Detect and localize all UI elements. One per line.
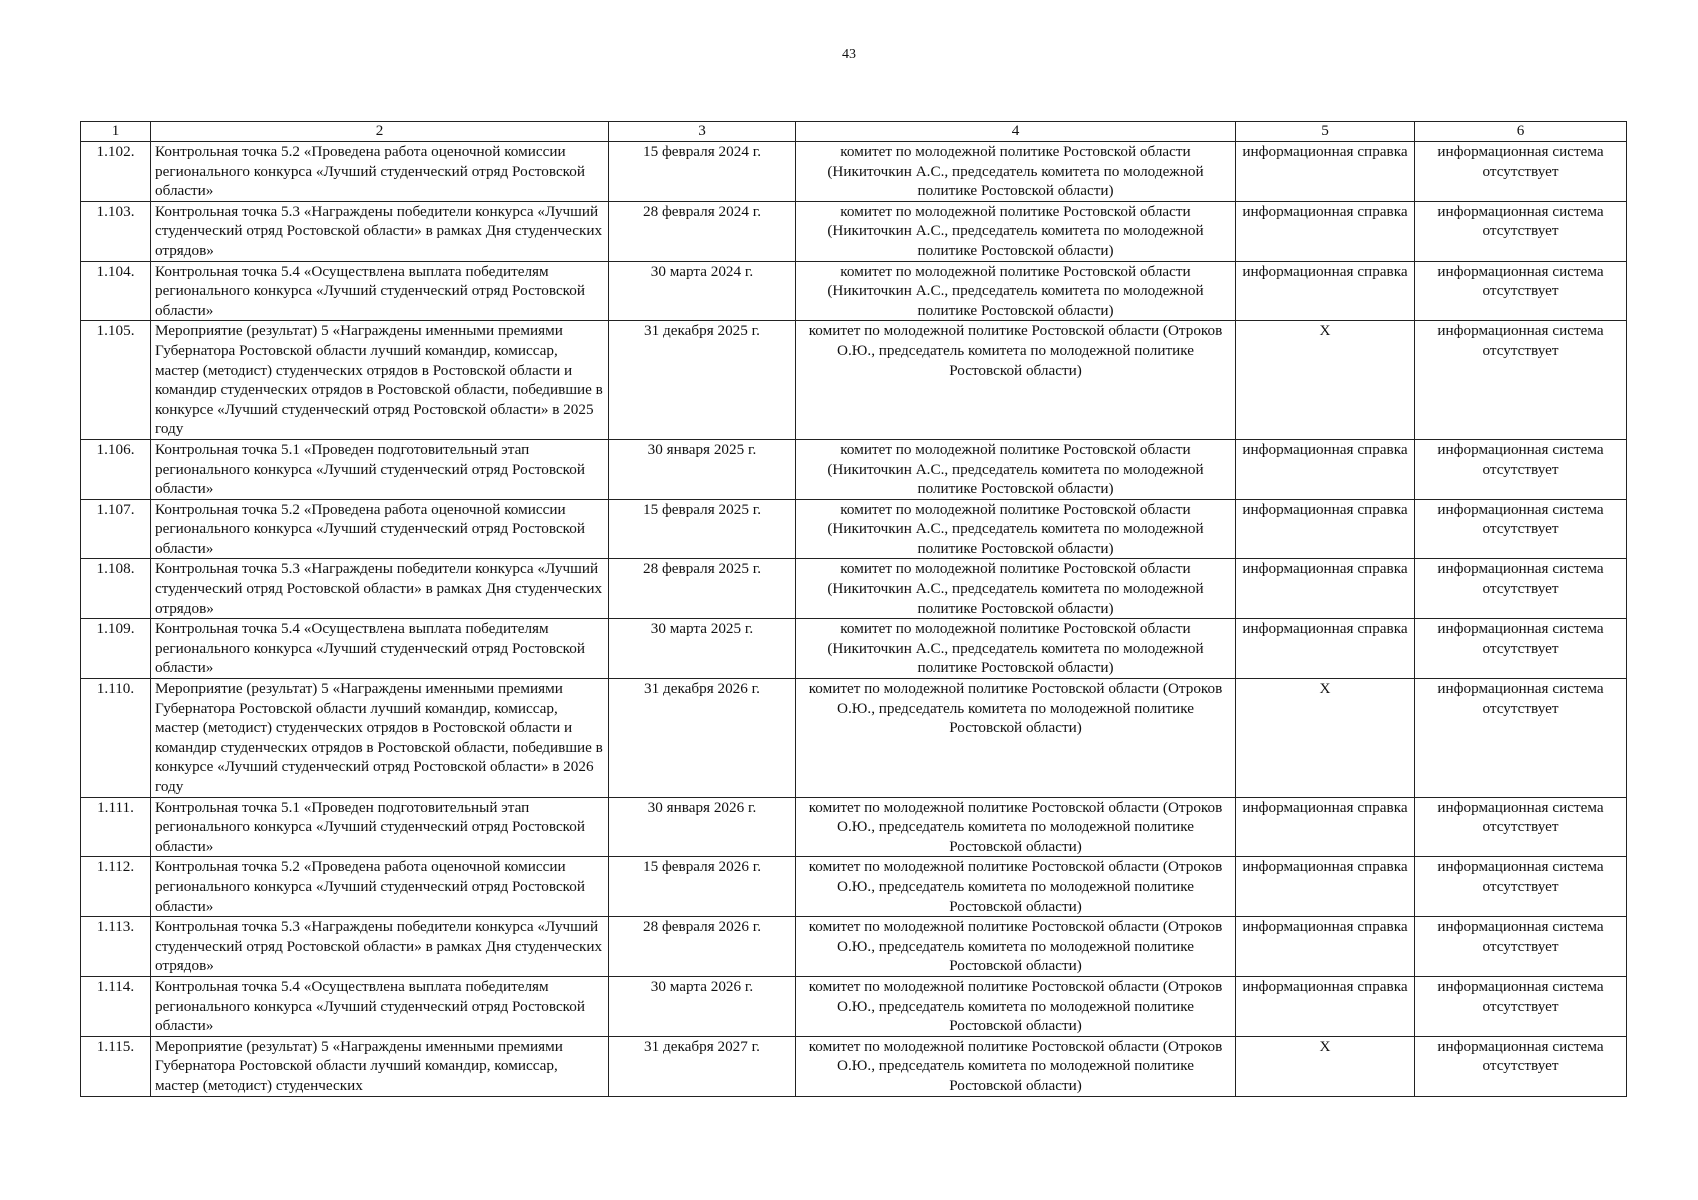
row-number-cell: 1.111. — [81, 797, 151, 857]
confirming-document-cell: информационная справка — [1236, 499, 1415, 559]
event-name-cell: Контрольная точка 5.3 «Награждены победители конкурса «Лучший студенческий отряд Ростовской области» в рамках Дня студенческих отрядов» — [151, 201, 609, 261]
row-number-cell: 1.103. — [81, 201, 151, 261]
information-system-cell: информационная система отсутствует — [1415, 142, 1627, 202]
table-row — [81, 321, 1627, 440]
due-date-cell: 30 марта 2026 г. — [609, 976, 796, 1036]
responsible-executor-cell: комитет по молодежной политике Ростовской области (Отроков О.Ю., председатель комитета по молодежной политике Ростовской области) — [796, 857, 1236, 917]
due-date-cell: 30 марта 2024 г. — [609, 261, 796, 321]
responsible-executor-cell: комитет по молодежной политике Ростовской области (Отроков О.Ю., председатель комитета по молодежной политике Ростовской области) — [796, 679, 1236, 798]
due-date-cell: 31 декабря 2025 г. — [609, 321, 796, 440]
responsible-executor-cell: комитет по молодежной политике Ростовской области (Никиточкин А.С., председатель комитета по молодежной политике Ростовской области) — [796, 142, 1236, 202]
responsible-executor-cell: комитет по молодежной политике Ростовской области (Никиточкин А.С., председатель комитета по молодежной политике Ростовской области) — [796, 439, 1236, 499]
table-row — [81, 499, 1627, 559]
column-header: 3 — [609, 122, 796, 142]
event-name-cell: Контрольная точка 5.2 «Проведена работа оценочной комиссии регионального конкурса «Лучший студенческий отряд Ростовской области» — [151, 142, 609, 202]
responsible-executor-cell: комитет по молодежной политике Ростовской области (Никиточкин А.С., председатель комитета по молодежной политике Ростовской области) — [796, 619, 1236, 679]
information-system-cell: информационная система отсутствует — [1415, 1036, 1627, 1096]
due-date-cell: 15 февраля 2025 г. — [609, 499, 796, 559]
row-number-cell: 1.105. — [81, 321, 151, 440]
event-name-cell: Мероприятие (результат) 5 «Награждены именными премиями Губернатора Ростовской области лучший командир, комиссар, мастер (методист) студенческих — [151, 1036, 609, 1096]
event-name-cell: Контрольная точка 5.1 «Проведен подготовительный этап регионального конкурса «Лучший студенческий отряд Ростовской области» — [151, 797, 609, 857]
due-date-cell: 28 февраля 2026 г. — [609, 917, 796, 977]
due-date-cell: 28 февраля 2025 г. — [609, 559, 796, 619]
event-name-cell: Контрольная точка 5.2 «Проведена работа оценочной комиссии регионального конкурса «Лучший студенческий отряд Ростовской области» — [151, 857, 609, 917]
column-header: 5 — [1236, 122, 1415, 142]
column-number-row — [81, 122, 1627, 142]
event-name-cell: Контрольная точка 5.4 «Осуществлена выплата победителям регионального конкурса «Лучший студенческий отряд Ростовской области» — [151, 976, 609, 1036]
table-row — [81, 976, 1627, 1036]
table-row — [81, 679, 1627, 798]
responsible-executor-cell: комитет по молодежной политике Ростовской области (Никиточкин А.С., председатель комитета по молодежной политике Ростовской области) — [796, 499, 1236, 559]
table-row — [81, 619, 1627, 679]
event-name-cell: Мероприятие (результат) 5 «Награждены именными премиями Губернатора Ростовской области лучший командир, комиссар, мастер (методист) студенческих отрядов в Ростовской области и командир студенческих отрядов в Ростовской области, победившие в конкурсе «Лучший студенческий отряд Ростовской области» в 2026 году — [151, 679, 609, 798]
information-system-cell: информационная система отсутствует — [1415, 976, 1627, 1036]
row-number-cell: 1.115. — [81, 1036, 151, 1096]
confirming-document-cell: информационная справка — [1236, 201, 1415, 261]
information-system-cell: информационная система отсутствует — [1415, 321, 1627, 440]
responsible-executor-cell: комитет по молодежной политике Ростовской области (Отроков О.Ю., председатель комитета по молодежной политике Ростовской области) — [796, 976, 1236, 1036]
row-number-cell: 1.104. — [81, 261, 151, 321]
due-date-cell: 15 февраля 2026 г. — [609, 857, 796, 917]
information-system-cell: информационная система отсутствует — [1415, 439, 1627, 499]
column-header: 2 — [151, 122, 609, 142]
information-system-cell: информационная система отсутствует — [1415, 559, 1627, 619]
row-number-cell: 1.108. — [81, 559, 151, 619]
information-system-cell: информационная система отсутствует — [1415, 857, 1627, 917]
information-system-cell: информационная система отсутствует — [1415, 261, 1627, 321]
information-system-cell: информационная система отсутствует — [1415, 917, 1627, 977]
table-row — [81, 559, 1627, 619]
column-header: 4 — [796, 122, 1236, 142]
row-number-cell: 1.102. — [81, 142, 151, 202]
confirming-document-cell: информационная справка — [1236, 797, 1415, 857]
responsible-executor-cell: комитет по молодежной политике Ростовской области (Никиточкин А.С., председатель комитета по молодежной политике Ростовской области) — [796, 559, 1236, 619]
responsible-executor-cell: комитет по молодежной политике Ростовской области (Никиточкин А.С., председатель комитета по молодежной политике Ростовской области) — [796, 201, 1236, 261]
due-date-cell: 30 января 2025 г. — [609, 439, 796, 499]
event-name-cell: Контрольная точка 5.2 «Проведена работа оценочной комиссии регионального конкурса «Лучший студенческий отряд Ростовской области» — [151, 499, 609, 559]
responsible-executor-cell: комитет по молодежной политике Ростовской области (Отроков О.Ю., председатель комитета по молодежной политике Ростовской области) — [796, 917, 1236, 977]
row-number-cell: 1.110. — [81, 679, 151, 798]
row-number-cell: 1.107. — [81, 499, 151, 559]
information-system-cell: информационная система отсутствует — [1415, 499, 1627, 559]
column-header: 1 — [81, 122, 151, 142]
due-date-cell: 31 декабря 2027 г. — [609, 1036, 796, 1096]
event-name-cell: Контрольная точка 5.4 «Осуществлена выплата победителям регионального конкурса «Лучший студенческий отряд Ростовской области» — [151, 619, 609, 679]
information-system-cell: информационная система отсутствует — [1415, 797, 1627, 857]
confirming-document-cell: X — [1236, 1036, 1415, 1096]
column-header: 6 — [1415, 122, 1627, 142]
confirming-document-cell: информационная справка — [1236, 917, 1415, 977]
confirming-document-cell: информационная справка — [1236, 439, 1415, 499]
table-body — [81, 142, 1627, 1097]
confirming-document-cell: информационная справка — [1236, 142, 1415, 202]
information-system-cell: информационная система отсутствует — [1415, 619, 1627, 679]
confirming-document-cell: информационная справка — [1236, 559, 1415, 619]
due-date-cell: 31 декабря 2026 г. — [609, 679, 796, 798]
table-row — [81, 1036, 1627, 1096]
table-row — [81, 857, 1627, 917]
due-date-cell: 15 февраля 2024 г. — [609, 142, 796, 202]
event-name-cell: Мероприятие (результат) 5 «Награждены именными премиями Губернатора Ростовской области лучший командир, комиссар, мастер (методист) студенческих отрядов в Ростовской области и командир студенческих отрядов в Ростовской области, победившие в конкурсе «Лучший студенческий отряд Ростовской области» в 2025 году — [151, 321, 609, 440]
event-name-cell: Контрольная точка 5.3 «Награждены победители конкурса «Лучший студенческий отряд Ростовской области» в рамках Дня студенческих отрядов» — [151, 559, 609, 619]
due-date-cell: 30 марта 2025 г. — [609, 619, 796, 679]
table-row — [81, 439, 1627, 499]
information-system-cell: информационная система отсутствует — [1415, 679, 1627, 798]
responsible-executor-cell: комитет по молодежной политике Ростовской области (Отроков О.Ю., председатель комитета по молодежной политике Ростовской области) — [796, 1036, 1236, 1096]
plan-table — [80, 121, 1627, 1097]
table-row — [81, 142, 1627, 202]
confirming-document-cell: информационная справка — [1236, 976, 1415, 1036]
confirming-document-cell: информационная справка — [1236, 261, 1415, 321]
confirming-document-cell: X — [1236, 321, 1415, 440]
responsible-executor-cell: комитет по молодежной политике Ростовской области (Отроков О.Ю., председатель комитета по молодежной политике Ростовской области) — [796, 797, 1236, 857]
confirming-document-cell: информационная справка — [1236, 857, 1415, 917]
due-date-cell: 28 февраля 2024 г. — [609, 201, 796, 261]
due-date-cell: 30 января 2026 г. — [609, 797, 796, 857]
event-name-cell: Контрольная точка 5.1 «Проведен подготовительный этап регионального конкурса «Лучший студенческий отряд Ростовской области» — [151, 439, 609, 499]
row-number-cell: 1.113. — [81, 917, 151, 977]
event-name-cell: Контрольная точка 5.3 «Награждены победители конкурса «Лучший студенческий отряд Ростовской области» в рамках Дня студенческих отрядов» — [151, 917, 609, 977]
row-number-cell: 1.114. — [81, 976, 151, 1036]
table-row — [81, 797, 1627, 857]
confirming-document-cell: X — [1236, 679, 1415, 798]
table-row — [81, 261, 1627, 321]
row-number-cell: 1.106. — [81, 439, 151, 499]
row-number-cell: 1.109. — [81, 619, 151, 679]
page-number: 43 — [842, 47, 856, 62]
table-row — [81, 201, 1627, 261]
responsible-executor-cell: комитет по молодежной политике Ростовской области (Отроков О.Ю., председатель комитета по молодежной политике Ростовской области) — [796, 321, 1236, 440]
table-row — [81, 917, 1627, 977]
confirming-document-cell: информационная справка — [1236, 619, 1415, 679]
event-name-cell: Контрольная точка 5.4 «Осуществлена выплата победителям регионального конкурса «Лучший студенческий отряд Ростовской области» — [151, 261, 609, 321]
information-system-cell: информационная система отсутствует — [1415, 201, 1627, 261]
row-number-cell: 1.112. — [81, 857, 151, 917]
responsible-executor-cell: комитет по молодежной политике Ростовской области (Никиточкин А.С., председатель комитета по молодежной политике Ростовской области) — [796, 261, 1236, 321]
